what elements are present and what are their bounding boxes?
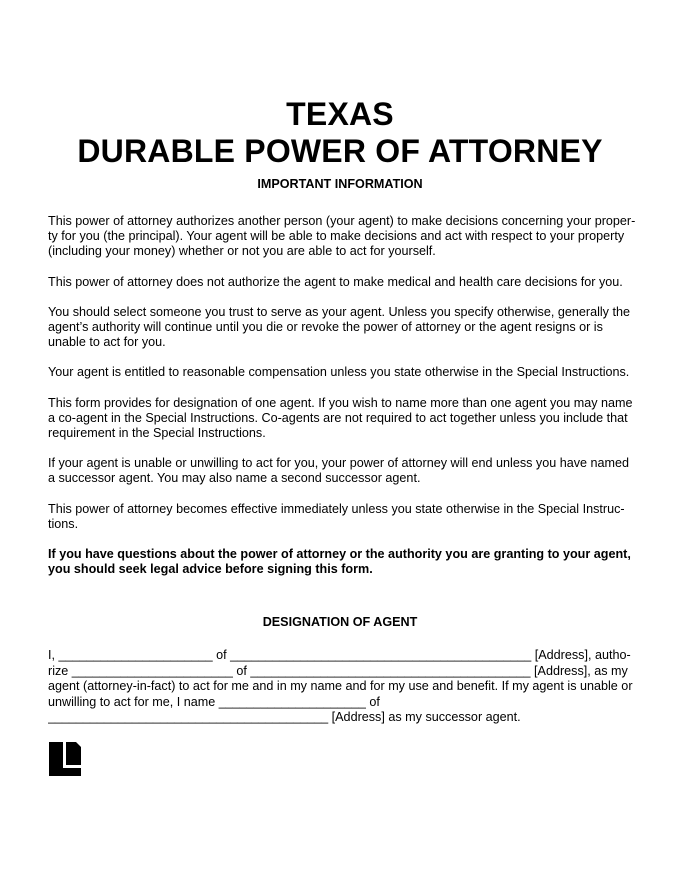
designation-line-successor-name: unwilling to act for me, I name _____________________ of bbox=[48, 694, 380, 709]
paragraph-one-agent-coagents: This form provides for designation of one agent. If you wish to name more than one agent you may name a co-agent in the Special Instructions. Co-agents are not required to act together unless you include that requirement in the Special Instructions. bbox=[48, 395, 633, 441]
designation-of-agent-section bbox=[48, 648, 638, 726]
paragraph-reasonable-compensation: Your agent is entitled to reasonable compensation unless you state otherwise in the Special Instructions. bbox=[48, 365, 630, 380]
paragraph-authorizes-agent: This power of attorney authorizes another person (your agent) to make decisions concerning your property for you (the principal). Your agent will be able to make decisions and act with respect to your property (including your money) whether or not you are able to act for yourself. bbox=[48, 214, 636, 259]
paragraph-select-trusted-agent: You should select someone you trust to serve as your agent. Unless you specify otherwise, generally the agent’s authority will continue until you die or revoke the power of attorney or the agent resigns or is unable to act for you. bbox=[48, 304, 630, 350]
document-title bbox=[0, 96, 680, 170]
designation-line-successor-address: ________________________________________ [Address] as my successor agent. bbox=[48, 710, 521, 725]
designation-line-principal-and-agent: I, ______________________ of ___________________________________________ [Address], autho- bbox=[48, 648, 631, 663]
important-information-section bbox=[48, 214, 638, 577]
legal-templates-logo-icon bbox=[49, 742, 81, 776]
document-title-line2: DURABLE POWER OF ATTORNEY bbox=[77, 133, 603, 169]
paragraph-effective-immediately: This power of attorney becomes effective immediately unless you state otherwise in the Special Instructions. bbox=[48, 501, 625, 531]
paragraph-successor-agent: If your agent is unable or unwilling to act for you, your power of attorney will end unless you have named a successor agent. You may also name a second successor agent. bbox=[48, 456, 630, 486]
paragraph-no-medical-decisions: This power of attorney does not authorize the agent to make medical and health care decisions for you. bbox=[48, 274, 623, 289]
legal-advice-notice: If you have questions about the power of attorney or the authority you are granting to your agent, you should seek legal advice before signing this form. bbox=[48, 547, 631, 577]
document-title-line1: TEXAS bbox=[286, 96, 394, 132]
important-information-heading: IMPORTANT INFORMATION bbox=[257, 177, 423, 191]
designation-line-agent-address: rize _______________________ of ________________________________________ [Address], as my bbox=[48, 663, 628, 678]
designation-of-agent-heading: DESIGNATION OF AGENT bbox=[262, 615, 418, 630]
designation-line-attorney-in-fact: agent (attorney-in-fact) to act for me and in my name and for my use and benefit. If my agent is unable or bbox=[48, 679, 633, 694]
